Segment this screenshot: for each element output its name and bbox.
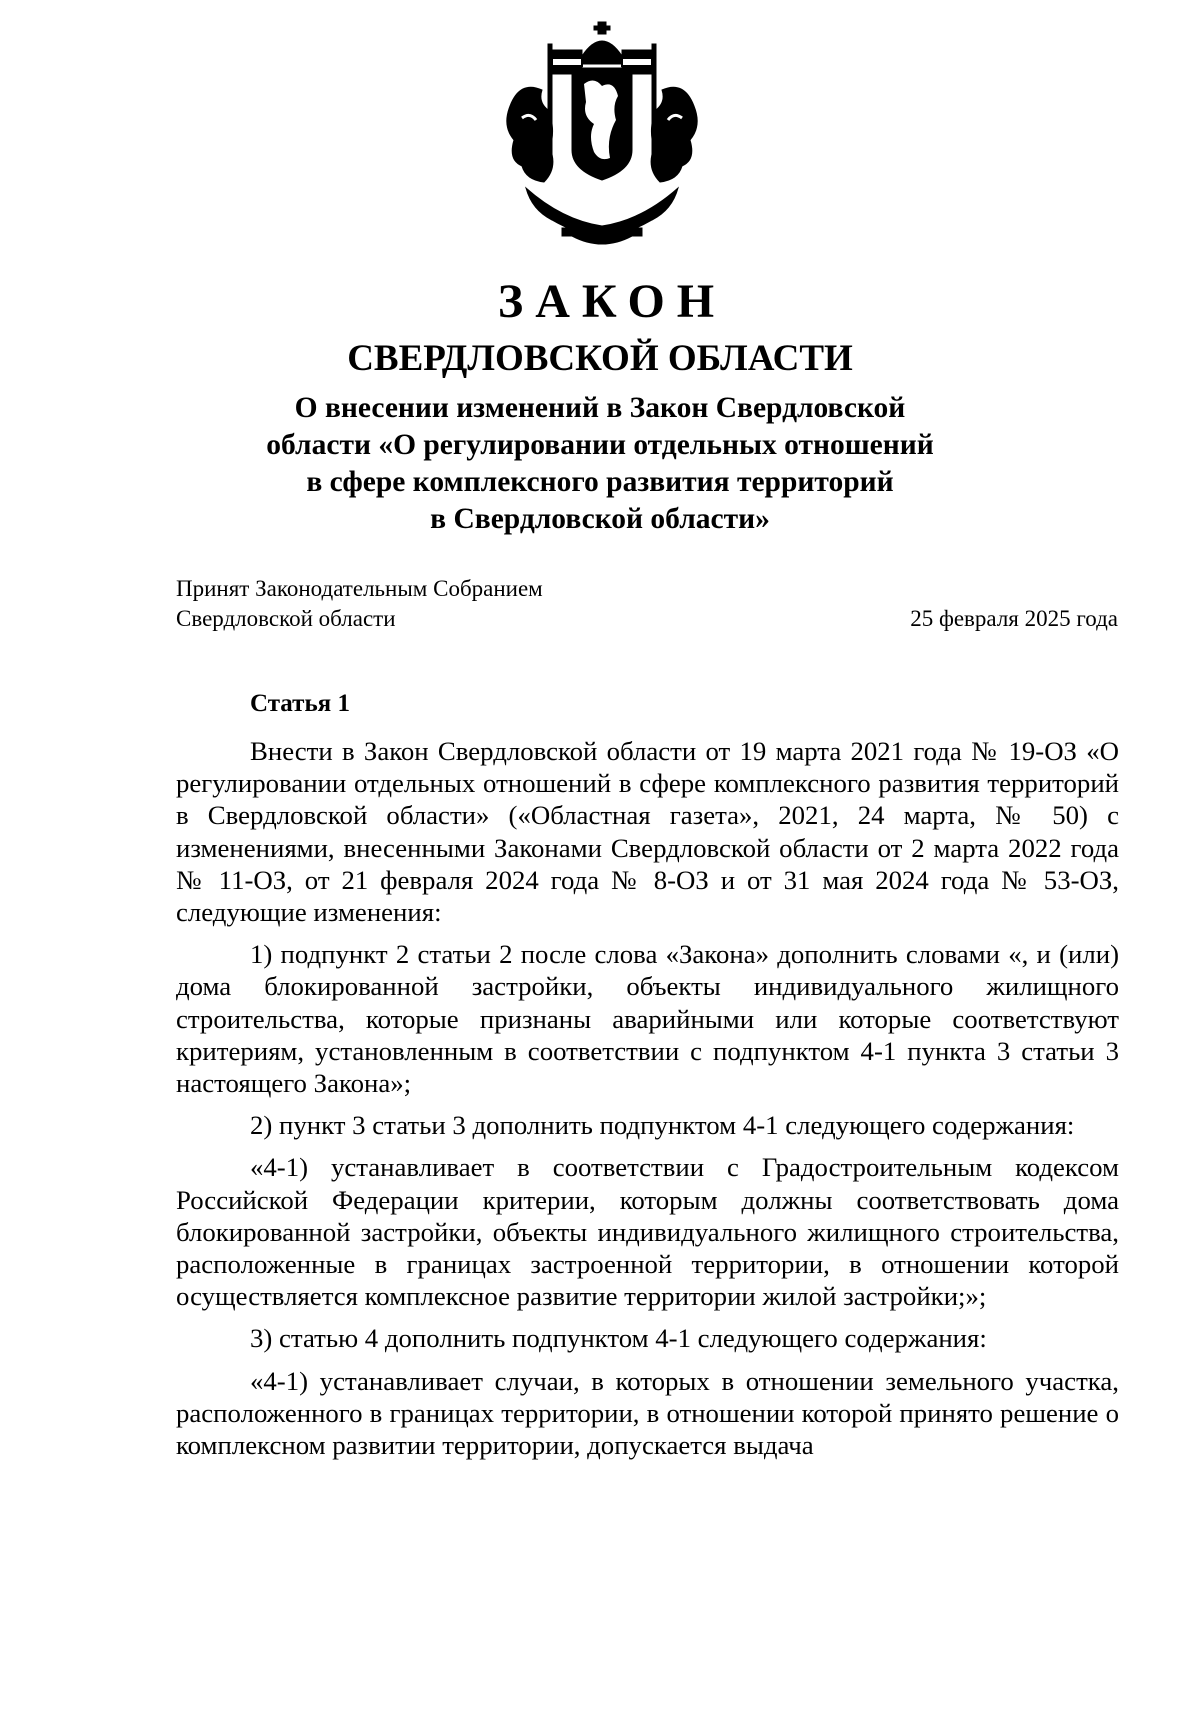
article-body xyxy=(176,735,1119,1471)
document-subtitle: СВЕРДЛОВСКОЙ ОБЛАСТИ xyxy=(347,338,853,379)
adoption-date: 25 февраля 2025 года xyxy=(910,606,1118,631)
coat-of-arms-emblem xyxy=(502,20,702,252)
article-paragraph: 3) статью 4 дополнить подпунктом 4-1 следующего содержания: xyxy=(250,1323,987,1354)
article-paragraph: 1) подпункт 2 статьи 2 после слова «Закона» дополнить словами «, и (или) дома блокированной застройки, объекты индивидуального жилищного строительства, которые признаны аварийными или которые соответствуют критериям, установленным в соответствии с подпунктом 4-1 пункта 3 статьи 3 настоящего Закона»; xyxy=(176,939,1119,1099)
article-paragraph: 2) пункт 3 статьи 3 дополнить подпунктом 4-1 следующего содержания: xyxy=(250,1110,1075,1141)
document-title: ЗАКОН xyxy=(497,275,727,328)
article-paragraph: Внести в Закон Свердловской области от 19 марта 2021 года № 19-ОЗ «О регулировании отдельных отношений в сфере комплексного развития территорий в Свердловской области» («Областная газета», 2021, 24 марта, № 50) с изменениями, внесенными Законами Свердловской области от 2 марта 2022 года № 11-ОЗ, от 21 февраля 2024 года № 8-ОЗ и от 31 мая 2024 года № 53-ОЗ, следующие изменения: xyxy=(176,736,1119,928)
law-subject-line: в сфере комплексного развития территорий xyxy=(306,466,894,498)
article-paragraph: «4-1) устанавливает случаи, в которых в отношении земельного участка, расположенного в границах территории, в отношении которой принято решение о комплексном развитии территории, допускается выдача xyxy=(176,1365,1119,1461)
law-subject-line: области «О регулировании отдельных отношений xyxy=(266,429,934,461)
adoption-authority xyxy=(176,574,543,634)
adoption-line: Свердловской области xyxy=(176,606,396,631)
law-subject xyxy=(0,390,1200,538)
law-subject-line: О внесении изменений в Закон Свердловской xyxy=(294,392,906,424)
article-heading: Статья 1 xyxy=(250,690,350,717)
law-subject-line: в Свердловской области» xyxy=(430,503,770,535)
adoption-line: Принят Законодательным Собранием xyxy=(176,576,543,601)
article-paragraph: «4-1) устанавливает в соответствии с Градостроительным кодексом Российской Федерации критерии, которым должны соответствовать дома блокированной застройки, объекты индивидуального жилищного строительства, расположенные в границах застроенной территории, в отношении которой осуществляется комплексное развитие территории жилой застройки;»; xyxy=(176,1152,1119,1312)
